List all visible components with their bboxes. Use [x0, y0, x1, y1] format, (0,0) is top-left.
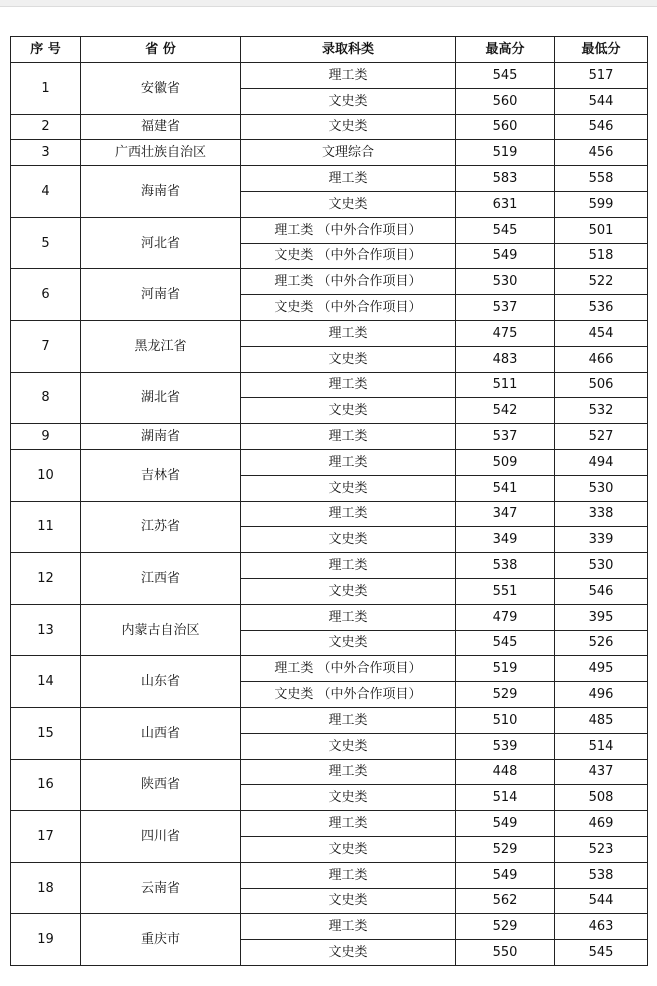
max-score-cell: 549	[456, 862, 555, 888]
table-body	[11, 63, 648, 966]
row-index-cell: 17	[11, 811, 81, 863]
header-index: 序 号	[11, 37, 81, 63]
category-cell: 文史类	[241, 940, 456, 966]
category-cell: 理工类	[241, 553, 456, 579]
row-index-cell: 10	[11, 449, 81, 501]
max-score-cell: 583	[456, 166, 555, 192]
table-row	[11, 449, 648, 475]
table-row	[11, 914, 648, 940]
max-score-cell: 562	[456, 888, 555, 914]
province-cell: 广西壮族自治区	[81, 140, 241, 166]
max-score-cell: 551	[456, 578, 555, 604]
max-score-cell: 550	[456, 940, 555, 966]
min-score-cell: 545	[555, 940, 648, 966]
min-score-cell: 485	[555, 707, 648, 733]
row-index-cell: 16	[11, 759, 81, 811]
table-row	[11, 656, 648, 682]
table-row	[11, 424, 648, 450]
max-score-cell: 475	[456, 320, 555, 346]
min-score-cell: 532	[555, 398, 648, 424]
category-cell: 文史类 （中外合作项目）	[241, 295, 456, 321]
max-score-cell: 448	[456, 759, 555, 785]
table-row	[11, 862, 648, 888]
category-cell: 文史类	[241, 836, 456, 862]
admission-scores-table	[10, 36, 648, 966]
table-row	[11, 114, 648, 140]
category-cell: 理工类	[241, 449, 456, 475]
row-index-cell: 19	[11, 914, 81, 966]
category-cell: 文史类 （中外合作项目）	[241, 682, 456, 708]
max-score-cell: 510	[456, 707, 555, 733]
min-score-cell: 544	[555, 88, 648, 114]
category-cell: 文史类	[241, 527, 456, 553]
min-score-cell: 506	[555, 372, 648, 398]
header-row	[11, 37, 648, 63]
max-score-cell: 537	[456, 295, 555, 321]
category-cell: 理工类	[241, 63, 456, 89]
category-cell: 文史类	[241, 888, 456, 914]
min-score-cell: 599	[555, 191, 648, 217]
province-cell: 黑龙江省	[81, 320, 241, 372]
row-index-cell: 9	[11, 424, 81, 450]
min-score-cell: 508	[555, 785, 648, 811]
max-score-cell: 545	[456, 217, 555, 243]
max-score-cell: 537	[456, 424, 555, 450]
max-score-cell: 479	[456, 604, 555, 630]
table-row	[11, 217, 648, 243]
province-cell: 吉林省	[81, 449, 241, 501]
category-cell: 理工类	[241, 424, 456, 450]
category-cell: 理工类	[241, 707, 456, 733]
max-score-cell: 519	[456, 140, 555, 166]
min-score-cell: 495	[555, 656, 648, 682]
max-score-cell: 560	[456, 114, 555, 140]
category-cell: 理工类 （中外合作项目）	[241, 217, 456, 243]
category-cell: 理工类	[241, 914, 456, 940]
max-score-cell: 519	[456, 656, 555, 682]
max-score-cell: 529	[456, 836, 555, 862]
row-index-cell: 15	[11, 707, 81, 759]
table-row	[11, 320, 648, 346]
category-cell: 文史类	[241, 346, 456, 372]
min-score-cell: 463	[555, 914, 648, 940]
category-cell: 文史类	[241, 114, 456, 140]
table-row	[11, 501, 648, 527]
min-score-cell: 558	[555, 166, 648, 192]
max-score-cell: 349	[456, 527, 555, 553]
table-row	[11, 269, 648, 295]
category-cell: 理工类 （中外合作项目）	[241, 269, 456, 295]
province-cell: 山东省	[81, 656, 241, 708]
province-cell: 江苏省	[81, 501, 241, 553]
category-cell: 文史类	[241, 191, 456, 217]
row-index-cell: 2	[11, 114, 81, 140]
row-index-cell: 3	[11, 140, 81, 166]
category-cell: 文史类	[241, 733, 456, 759]
province-cell: 内蒙古自治区	[81, 604, 241, 656]
min-score-cell: 437	[555, 759, 648, 785]
min-score-cell: 454	[555, 320, 648, 346]
max-score-cell: 545	[456, 63, 555, 89]
row-index-cell: 11	[11, 501, 81, 553]
max-score-cell: 529	[456, 682, 555, 708]
min-score-cell: 522	[555, 269, 648, 295]
category-cell: 文史类	[241, 630, 456, 656]
max-score-cell: 541	[456, 475, 555, 501]
row-index-cell: 13	[11, 604, 81, 656]
table-row	[11, 372, 648, 398]
max-score-cell: 545	[456, 630, 555, 656]
category-cell: 理工类 （中外合作项目）	[241, 656, 456, 682]
header-max-score: 最高分	[456, 37, 555, 63]
max-score-cell: 483	[456, 346, 555, 372]
min-score-cell: 514	[555, 733, 648, 759]
table-row	[11, 707, 648, 733]
min-score-cell: 538	[555, 862, 648, 888]
min-score-cell: 501	[555, 217, 648, 243]
province-cell: 山西省	[81, 707, 241, 759]
province-cell: 湖北省	[81, 372, 241, 424]
min-score-cell: 456	[555, 140, 648, 166]
province-cell: 四川省	[81, 811, 241, 863]
min-score-cell: 526	[555, 630, 648, 656]
category-cell: 理工类	[241, 501, 456, 527]
category-cell: 文史类	[241, 398, 456, 424]
category-cell: 理工类	[241, 811, 456, 837]
row-index-cell: 18	[11, 862, 81, 914]
max-score-cell: 539	[456, 733, 555, 759]
province-cell: 江西省	[81, 553, 241, 605]
category-cell: 理工类	[241, 862, 456, 888]
max-score-cell: 549	[456, 243, 555, 269]
max-score-cell: 347	[456, 501, 555, 527]
row-index-cell: 14	[11, 656, 81, 708]
table-row	[11, 553, 648, 579]
min-score-cell: 527	[555, 424, 648, 450]
row-index-cell: 7	[11, 320, 81, 372]
min-score-cell: 395	[555, 604, 648, 630]
min-score-cell: 338	[555, 501, 648, 527]
province-cell: 安徽省	[81, 63, 241, 115]
province-cell: 重庆市	[81, 914, 241, 966]
row-index-cell: 5	[11, 217, 81, 269]
category-cell: 理工类	[241, 759, 456, 785]
row-index-cell: 8	[11, 372, 81, 424]
category-cell: 理工类	[241, 604, 456, 630]
row-index-cell: 6	[11, 269, 81, 321]
top-edge	[0, 0, 657, 7]
max-score-cell: 511	[456, 372, 555, 398]
min-score-cell: 518	[555, 243, 648, 269]
min-score-cell: 546	[555, 114, 648, 140]
province-cell: 海南省	[81, 166, 241, 218]
category-cell: 文理综合	[241, 140, 456, 166]
max-score-cell: 530	[456, 269, 555, 295]
min-score-cell: 530	[555, 475, 648, 501]
category-cell: 文史类	[241, 475, 456, 501]
min-score-cell: 494	[555, 449, 648, 475]
max-score-cell: 560	[456, 88, 555, 114]
province-cell: 陕西省	[81, 759, 241, 811]
table-header	[11, 37, 648, 63]
max-score-cell: 538	[456, 553, 555, 579]
province-cell: 云南省	[81, 862, 241, 914]
category-cell: 理工类	[241, 372, 456, 398]
category-cell: 理工类	[241, 320, 456, 346]
min-score-cell: 469	[555, 811, 648, 837]
min-score-cell: 523	[555, 836, 648, 862]
province-cell: 福建省	[81, 114, 241, 140]
province-cell: 河南省	[81, 269, 241, 321]
max-score-cell: 631	[456, 191, 555, 217]
category-cell: 文史类	[241, 578, 456, 604]
row-index-cell: 1	[11, 63, 81, 115]
min-score-cell: 544	[555, 888, 648, 914]
max-score-cell: 549	[456, 811, 555, 837]
table-row	[11, 166, 648, 192]
row-index-cell: 4	[11, 166, 81, 218]
max-score-cell: 529	[456, 914, 555, 940]
table-row	[11, 811, 648, 837]
min-score-cell: 536	[555, 295, 648, 321]
row-index-cell: 12	[11, 553, 81, 605]
category-cell: 理工类	[241, 166, 456, 192]
min-score-cell: 546	[555, 578, 648, 604]
max-score-cell: 509	[456, 449, 555, 475]
min-score-cell: 339	[555, 527, 648, 553]
max-score-cell: 542	[456, 398, 555, 424]
table-row	[11, 63, 648, 89]
table-row	[11, 140, 648, 166]
min-score-cell: 530	[555, 553, 648, 579]
table-row	[11, 604, 648, 630]
province-cell: 湖南省	[81, 424, 241, 450]
header-min-score: 最低分	[555, 37, 648, 63]
min-score-cell: 496	[555, 682, 648, 708]
header-province: 省 份	[81, 37, 241, 63]
min-score-cell: 517	[555, 63, 648, 89]
province-cell: 河北省	[81, 217, 241, 269]
category-cell: 文史类 （中外合作项目）	[241, 243, 456, 269]
min-score-cell: 466	[555, 346, 648, 372]
max-score-cell: 514	[456, 785, 555, 811]
category-cell: 文史类	[241, 88, 456, 114]
category-cell: 文史类	[241, 785, 456, 811]
header-category: 录取科类	[241, 37, 456, 63]
table-row	[11, 759, 648, 785]
